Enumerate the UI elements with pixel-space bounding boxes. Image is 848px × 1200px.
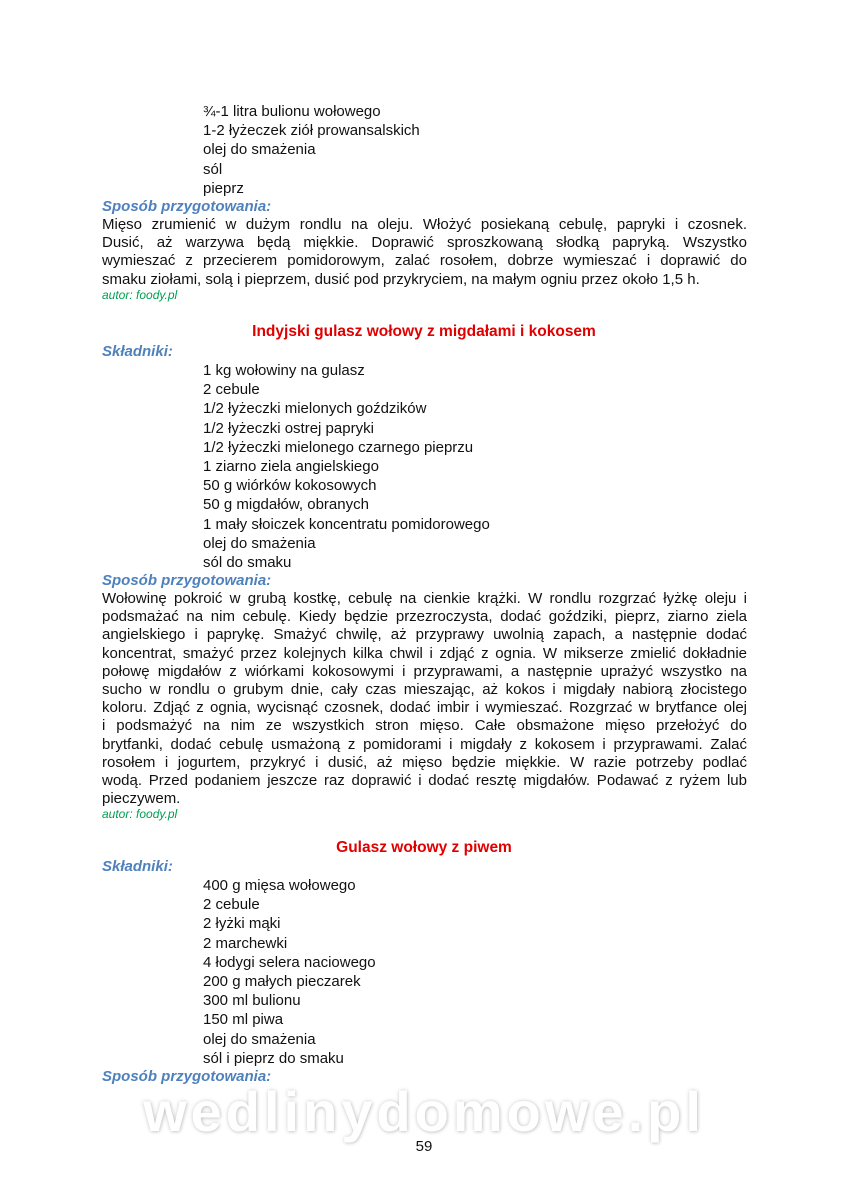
recipe1-author: autor: foody.pl	[102, 288, 178, 302]
recipe2-author: autor: foody.pl	[102, 807, 178, 821]
ingredient-item: olej do smażenia	[203, 141, 316, 159]
ingredient-item: olej do smażenia	[203, 1030, 316, 1048]
ingredient-item: 300 ml bulionu	[203, 992, 301, 1010]
ingredient-item: 50 g wiórków kokosowych	[203, 477, 377, 495]
method-line: pieczywem.	[102, 790, 181, 808]
ingredient-item: 1/2 łyżeczki mielonych goździków	[203, 400, 427, 418]
recipe2-title	[0, 323, 848, 341]
ingredient-item: 4 łodygi selera naciowego	[203, 953, 376, 971]
method-line: smaku ziołami, solą i pieprzem, dusić pod przykryciem, na małym ogniu przez około 1,5 h.	[102, 270, 700, 288]
ingredient-item: 2 cebule	[203, 381, 260, 399]
recipe3-method-label: Sposób przygotowania:	[102, 1068, 272, 1085]
page-number: 59	[415, 1138, 433, 1155]
ingredient-item: 2 łyżki mąki	[203, 915, 281, 933]
recipe2-method	[102, 590, 747, 808]
recipe2-title-text: Indyjski gulasz wołowy z migdałami i kokosem	[252, 323, 596, 340]
recipe1-method	[102, 216, 747, 289]
ingredient-item: 200 g małych pieczarek	[203, 973, 361, 991]
ingredient-item: 1-2 łyżeczek ziół prowansalskich	[203, 122, 420, 140]
ingredient-item: 1 kg wołowiny na gulasz	[203, 362, 365, 379]
recipe3-ingredients	[203, 876, 376, 1068]
method-line: Dusić, aż warzywa będą miękkie. Doprawić sproszkowaną słodką papryką. Wszystko	[102, 234, 747, 252]
method-line: Wołowinę pokroić w grubą kostkę, cebulę na cienkie krążki. W rondlu rozgrzać łyżkę oleju i	[102, 590, 747, 607]
recipe1-method-label: Sposób przygotowania:	[102, 198, 272, 215]
recipe3-ingredients-label: Składniki:	[102, 858, 173, 875]
method-line: wodą. Przed podaniem jeszcze raz doprawić i dodać resztę migdałów. Podawać z ryżem lub	[102, 772, 747, 790]
method-line: koloru. Zdjąć z ognia, wycisnąć czosnek, dodać imbir i wymieszać. Rozgrzać w brytfance olej	[102, 699, 747, 717]
ingredient-item: 50 g migdałów, obranych	[203, 496, 369, 514]
method-line: rosołem i jogurtem, przykryć i dusić, aż mięso będzie miękkie. W razie potrzeby podlać	[102, 753, 747, 771]
recipe3-title	[0, 839, 848, 857]
method-line: podsmażać na nim cebulę. Kiedy będzie przezroczysta, dodać goździki, pieprz, ziarno ziela	[102, 608, 747, 626]
method-line: Mięso zrumienić w dużym rondlu na oleju. Włożyć posiekaną cebulę, papryki i czosnek.	[102, 216, 747, 233]
method-line: angielskiego i paprykę. Smażyć chwilę, aż przyprawy uwolnią zapach, a następnie dodać	[102, 626, 747, 644]
ingredient-item: 400 g mięsa wołowego	[203, 877, 356, 894]
ingredient-item: 1 mały słoiczek koncentratu pomidorowego	[203, 515, 490, 533]
ingredient-item: ¾-1 litra bulionu wołowego	[203, 103, 381, 120]
method-line: połowę migdałów z wiórkami kokosowymi i przyprawami, a następnie uprażyć wszystko na	[102, 662, 747, 680]
method-line: i podsmażyć na nim ze wszystkich stron mięso. Całe obsmażone mięso przełożyć do	[102, 717, 747, 735]
ingredient-item: sól do smaku	[203, 554, 292, 572]
ingredient-item: 2 marchewki	[203, 934, 288, 952]
ingredient-item: 1 ziarno ziela angielskiego	[203, 458, 379, 476]
recipe2-method-label: Sposób przygotowania:	[102, 572, 272, 589]
recipe2-ingredients	[203, 361, 490, 572]
ingredient-item: olej do smażenia	[203, 534, 316, 552]
recipe1-ingredients	[203, 102, 420, 198]
ingredient-item: sól	[203, 160, 223, 178]
recipe3-title-text: Gulasz wołowy z piwem	[336, 839, 512, 856]
ingredient-item: sól i pieprz do smaku	[203, 1049, 344, 1067]
ingredient-item: pieprz	[203, 179, 244, 197]
method-line: brytfanki, dodać cebulę usmażoną z pomidorami i migdały z kokosem i przyprawami. Zalać	[102, 735, 747, 753]
watermark: wedlinydomowe.pl	[143, 1080, 705, 1143]
method-line: sucho w rondlu o grubym dnie, cały czas mieszając, aż kokos i migdały nabiorą złocistego	[102, 681, 747, 699]
method-line: wymieszać z przecierem pomidorowym, zalać rosołem, dobrze wymieszać i doprawić do	[102, 252, 747, 270]
ingredient-item: 1/2 łyżeczki ostrej papryki	[203, 419, 374, 437]
recipe2-ingredients-label: Składniki:	[102, 343, 173, 360]
ingredient-item: 1/2 łyżeczki mielonego czarnego pieprzu	[203, 438, 474, 456]
ingredient-item: 2 cebule	[203, 896, 260, 914]
method-line: koncentrat, smażyć przez kolejnych kilka chwil i zdjąć z ognia. W mikserze zmielić dokładnie	[102, 644, 747, 662]
ingredient-item: 150 ml piwa	[203, 1011, 284, 1029]
